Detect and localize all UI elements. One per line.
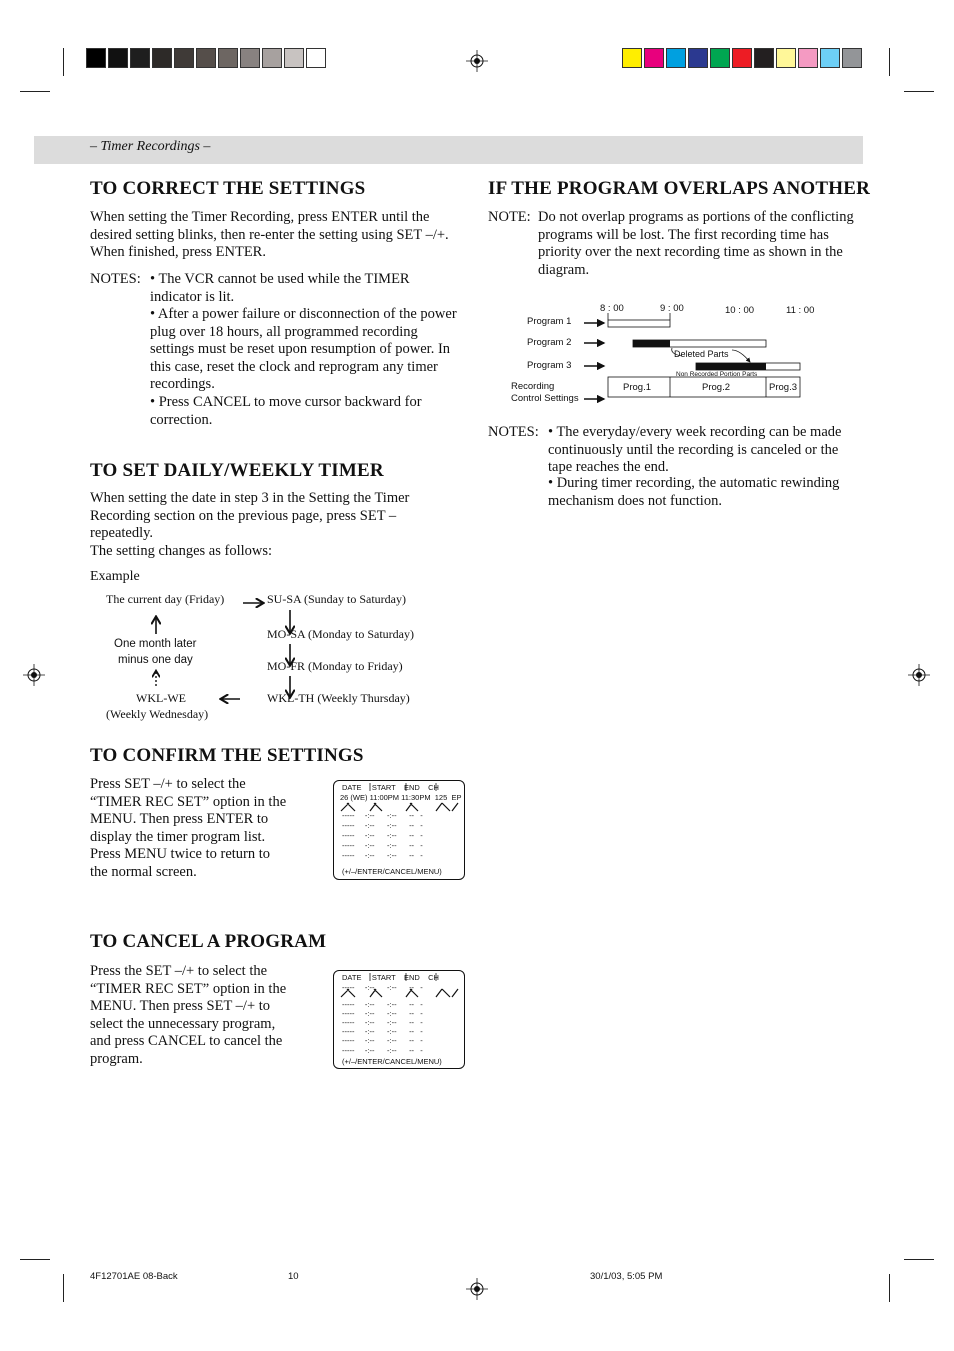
registration-mark-icon	[466, 1278, 488, 1300]
footer-page: 10	[288, 1271, 299, 1282]
osd-row: ----- -:-- -:-- -- -	[342, 831, 423, 840]
gray-swatch	[240, 48, 260, 68]
cancel-body: Press the SET –/+ to select the “TIMER REC SET” option in the MENU. Then press SET –/+ to select the unnecessary program, and press CANCEL to cancel the program.	[90, 963, 287, 1067]
gray-swatch	[108, 48, 128, 68]
flow-su-sa: SU-SA (Sunday to Saturday)	[267, 592, 406, 606]
overlap-heading: IF THE PROGRAM OVERLAPS ANOTHER	[488, 178, 871, 199]
gray-swatch	[196, 48, 216, 68]
osd-row-filled: 26 (WE) 11:00PM 11:30PM 125 EP	[340, 793, 462, 802]
color-swatch	[754, 48, 774, 68]
blink-marks	[334, 781, 464, 879]
registration-mark-icon	[466, 50, 488, 72]
color-swatch	[644, 48, 664, 68]
gray-swatch	[152, 48, 172, 68]
body-line: When setting the Timer Recording, press ENTER until the	[90, 209, 430, 225]
flow-wkl-th: WKL-TH (Weekly Thursday)	[267, 691, 410, 705]
correct-settings-heading: TO CORRECT THE SETTINGS	[90, 178, 366, 199]
note-item: • During timer recording, the automatic rewinding mechanism does not function.	[548, 475, 840, 509]
crop-mark	[63, 48, 64, 76]
crop-mark	[20, 91, 50, 92]
daily-weekly-heading: TO SET DAILY/WEEKLY TIMER	[90, 460, 384, 481]
crop-mark	[63, 1274, 64, 1302]
program-2-label: Program 2	[527, 337, 572, 348]
footer-date: 30/1/03, 5:05 PM	[590, 1271, 663, 1282]
gray-swatch	[130, 48, 150, 68]
crop-mark	[904, 1259, 934, 1260]
confirm-heading: TO CONFIRM THE SETTINGS	[90, 745, 364, 766]
note-item: • Press CANCEL to move cursor backward for correction.	[150, 394, 422, 428]
overlap-diagram	[580, 310, 810, 410]
time-label: 10 : 00	[725, 305, 755, 316]
flow-mo-sa: MO-SA (Monday to Saturday)	[267, 627, 414, 641]
color-swatch	[798, 48, 818, 68]
registration-mark-icon	[908, 664, 930, 686]
osd-row: ----- -:-- -:-- -- -	[342, 1027, 423, 1036]
osd-row: ----- -:-- -:-- -- -	[342, 983, 423, 992]
correct-settings-body	[90, 209, 470, 262]
program-1-label: Program 1	[527, 316, 572, 327]
color-swatch	[710, 48, 730, 68]
notes-label: NOTES:	[488, 424, 539, 440]
body-line: desired setting blinks, then re-enter the setting using SET –/+.	[90, 226, 449, 243]
flow-arrows	[100, 590, 310, 715]
color-swatch	[688, 48, 708, 68]
gray-swatch	[306, 48, 326, 68]
prog3-label: Prog.3	[769, 382, 797, 393]
time-label: 11 : 00	[786, 305, 815, 316]
gray-swatch	[86, 48, 106, 68]
body-line: When finished, press ENTER.	[90, 244, 266, 260]
notes-label: NOTES:	[90, 271, 141, 287]
osd-row: ----- -:-- -:-- -- -	[342, 1036, 423, 1045]
note-item: • The everyday/every week recording can be made continuously until the recording is canceled or the tape reaches the end.	[548, 424, 842, 475]
color-swatch	[842, 48, 862, 68]
cancel-heading: TO CANCEL A PROGRAM	[90, 931, 327, 952]
gray-swatch	[284, 48, 304, 68]
program-3-label: Program 3	[527, 360, 572, 371]
color-swatch	[732, 48, 752, 68]
crop-mark	[889, 48, 890, 76]
daily-weekly-body: When setting the date in step 3 in the Setting the Timer Recording section on the previous page, press SET – repeatedly.	[90, 490, 410, 541]
example-label: Example	[90, 569, 140, 584]
color-swatch	[776, 48, 796, 68]
timer-list-screen-confirm	[333, 780, 465, 880]
section-header-bar	[34, 136, 863, 164]
recording-label: Recording	[511, 381, 555, 392]
prog1-label: Prog.1	[623, 382, 651, 393]
non-recorded-label: Non Recorded Portion Parts	[676, 371, 758, 378]
flow-wkl-we-sub: (Weekly Wednesday)	[106, 707, 209, 721]
note-item: • The VCR cannot be used while the TIMER indicator is lit.	[150, 271, 410, 305]
gray-swatch	[262, 48, 282, 68]
osd-row: ----- -:-- -:-- -- -	[342, 841, 423, 850]
prog2-label: Prog.2	[702, 382, 730, 393]
section-title: – Timer Recordings –	[90, 139, 211, 154]
crop-mark	[20, 1259, 50, 1260]
blink-marks	[334, 971, 464, 1068]
daily-weekly-body2: The setting changes as follows:	[90, 543, 273, 559]
osd-header: DATE START END CH	[342, 783, 439, 792]
flow-wkl-we: WKL-WE	[136, 691, 186, 705]
crop-mark	[904, 91, 934, 92]
time-label: 9 : 00	[660, 303, 684, 314]
flow-mo-fr: MO-FR (Monday to Friday)	[267, 659, 403, 673]
registration-mark-icon	[23, 664, 45, 686]
flow-one-month: One month later	[114, 638, 197, 650]
gray-swatch	[174, 48, 194, 68]
overlap-note: Do not overlap programs as portions of the conflicting programs will be lost. The first recording time has priority over the next recording time as shown in the diagram.	[538, 209, 854, 278]
osd-row: ----- -:-- -:-- -- -	[342, 1009, 423, 1018]
deleted-parts-label: Deleted Parts	[674, 349, 729, 359]
crop-mark	[889, 1274, 890, 1302]
osd-row: ----- -:-- -:-- -- -	[342, 1018, 423, 1027]
osd-row: ----- -:-- -:-- -- -	[342, 851, 423, 860]
osd-row: ----- -:-- -:-- -- -	[342, 811, 423, 820]
flow-minus-day: minus one day	[118, 654, 193, 666]
osd-row: ----- -:-- -:-- -- -	[342, 1046, 423, 1055]
time-label: 8 : 00	[600, 303, 624, 314]
osd-row: ----- -:-- -:-- -- -	[342, 821, 423, 830]
timer-list-screen-cancel	[333, 970, 465, 1069]
osd-footer: (+/–/ENTER/CANCEL/MENU)	[342, 867, 442, 876]
osd-row: ----- -:-- -:-- -- -	[342, 1000, 423, 1009]
control-settings-label: Control Settings	[511, 393, 579, 404]
color-swatch	[666, 48, 686, 68]
footer-file: 4F12701AE 08-Back	[90, 1271, 178, 1282]
note-item: • After a power failure or disconnection of the power plug over 18 hours, all programmed recording settings must be reset upon resumption of power. In this case, reset the clock and reprogram any timer recordings.	[150, 306, 457, 392]
confirm-body: Press SET –/+ to select the “TIMER REC SET” option in the MENU. Then press ENTER to display the timer program list. Press MENU twice to return to the normal screen.	[90, 776, 287, 880]
osd-header: DATE START END CH	[342, 973, 439, 982]
color-swatch	[820, 48, 840, 68]
color-swatch	[622, 48, 642, 68]
gray-swatch	[218, 48, 238, 68]
osd-footer: (+/–/ENTER/CANCEL/MENU)	[342, 1057, 442, 1066]
note-label: NOTE:	[488, 209, 531, 225]
flow-current-day: The current day (Friday)	[106, 592, 225, 606]
